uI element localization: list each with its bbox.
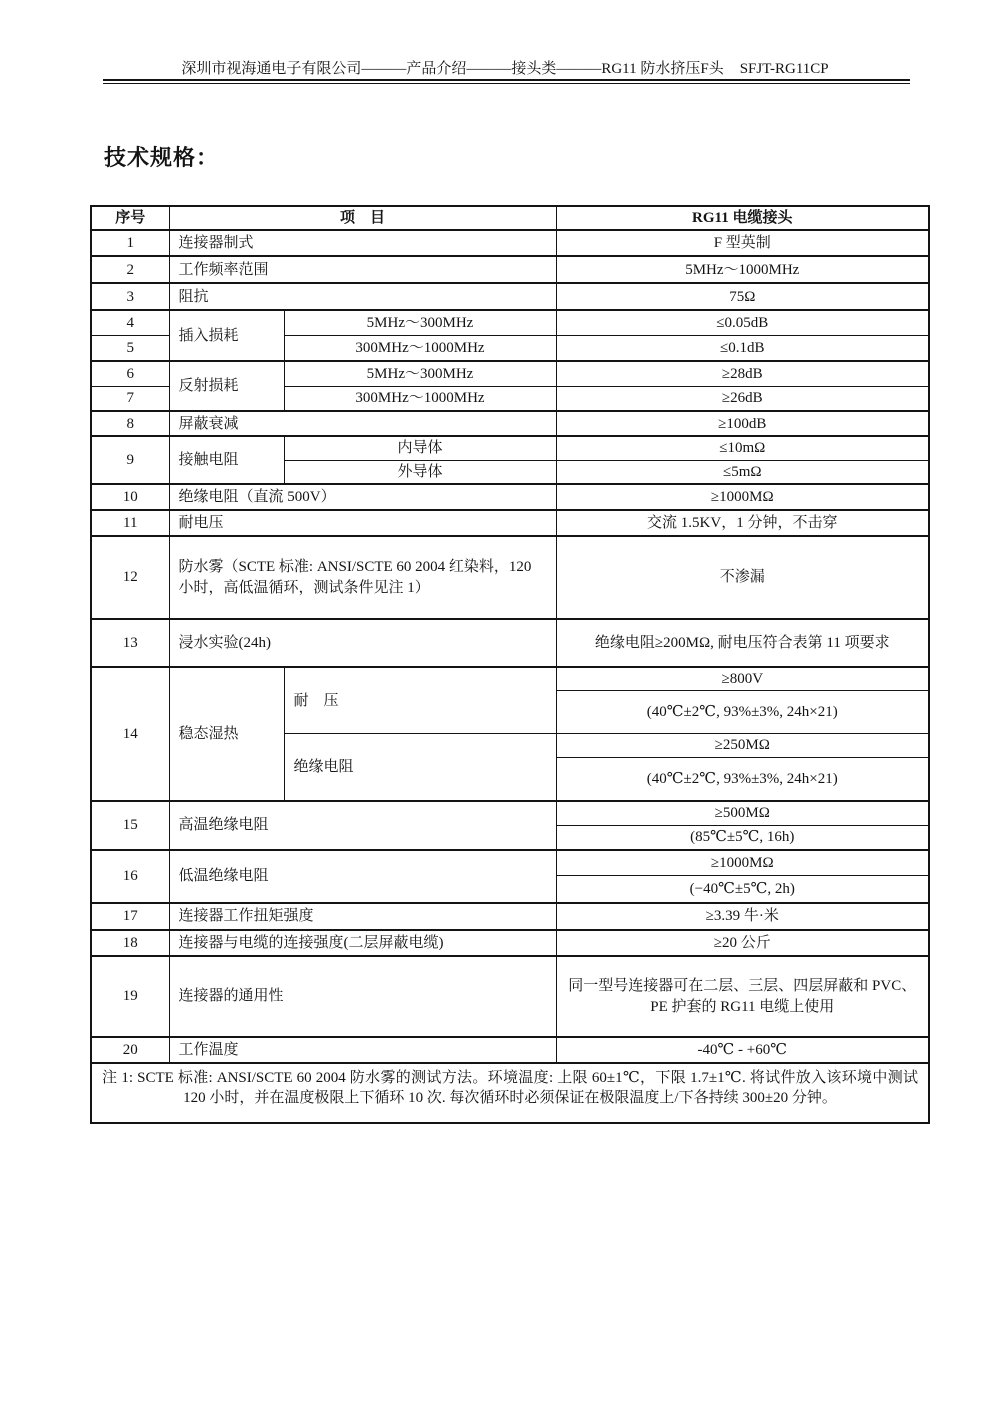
cell-sub-14-withstand-voltage: 耐 压 [284,667,556,734]
table-row [91,484,929,510]
cell-value-20: -40℃ - +60℃ [556,1037,929,1063]
cell-no-19: 19 [91,956,169,1037]
table-row [91,667,929,691]
spec-table [90,205,930,1124]
table-row [91,256,929,283]
cell-value-6: ≥28dB [556,361,929,386]
cell-item-12: 防水雾（SCTE 标准: ANSI/SCTE 60 2004 红染料，120 小时，高低温循环，测试条件见注 1） [169,536,556,619]
cell-sub-4: 5MHz～300MHz [284,310,556,335]
cell-no-14: 14 [91,667,169,801]
cell-sub-7: 300MHz～1000MHz [284,386,556,411]
cell-no-16: 16 [91,850,169,903]
table-row [91,536,929,619]
cell-item-15: 高温绝缘电阻 [169,801,556,850]
cell-item-1: 连接器制式 [169,230,556,256]
cell-no-18: 18 [91,930,169,956]
cell-sub-14-insulation-resistance: 绝缘电阻 [284,734,556,801]
cell-item-13: 浸水实验(24h) [169,619,556,667]
cell-value-18: ≥20 公斤 [556,930,929,956]
cell-value-8: ≥100dB [556,411,929,436]
cell-no-9: 9 [91,436,169,484]
table-row [91,801,929,825]
cell-value-5: ≤0.1dB [556,335,929,361]
cell-value-11: 交流 1.5KV，1 分钟，不击穿 [556,510,929,536]
table-row [91,1037,929,1063]
cell-no-10: 10 [91,484,169,510]
table-row [91,850,929,875]
cell-no-5: 5 [91,335,169,361]
col-header-item: 项 目 [169,206,556,230]
cell-no-12: 12 [91,536,169,619]
cell-item-17: 连接器工作扭矩强度 [169,903,556,930]
cell-no-3: 3 [91,283,169,310]
cell-sub-9-outer: 外导体 [284,460,556,484]
cell-no-4: 4 [91,310,169,335]
table-header-row [91,206,929,230]
cell-group-insertion-loss: 插入损耗 [169,310,284,361]
cell-item-11: 耐电压 [169,510,556,536]
note-1: 注 1: SCTE 标准: ANSI/SCTE 60 2004 防水雾的测试方法。环境温度: 上限 60±1℃，下限 1.7±1℃. 将试件放入该环境中测试 120 小时，并在温度极限上下循环 10 次. 每次循环时必须保证在极限温度上/下各持续 300±20 分钟。 [91,1063,929,1123]
cell-group-return-loss: 反射损耗 [169,361,284,411]
col-header-no: 序号 [91,206,169,230]
cell-item-2: 工作频率范围 [169,256,556,283]
cell-value-17: ≥3.39 牛·米 [556,903,929,930]
cell-item-3: 阻抗 [169,283,556,310]
table-row [91,510,929,536]
document-header-text: 深圳市视海通电子有限公司———产品介绍———接头类———RG11 防水挤压F头 [181,61,724,77]
header-rule [103,79,910,84]
table-row [91,411,929,436]
cell-value-12: 不渗漏 [556,536,929,619]
cell-group-damp-heat: 稳态湿热 [169,667,284,801]
document-header [97,57,913,78]
cell-value-14-insulation: ≥250MΩ [556,734,929,757]
cell-value-9-outer: ≤5mΩ [556,460,929,484]
cell-no-8: 8 [91,411,169,436]
table-note-row [91,1063,929,1123]
document-header-model: SFJT-RG11CP [739,61,829,77]
table-row [91,956,929,1037]
cell-value-13: 绝缘电阻≥200MΩ, 耐电压符合表第 11 项要求 [556,619,929,667]
cell-no-13: 13 [91,619,169,667]
page-title: 技术规格： [104,145,220,170]
cell-no-20: 20 [91,1037,169,1063]
cell-sub-9-inner: 内导体 [284,436,556,460]
cell-value-14-withstand-condition: (40℃±2℃, 93%±3%, 24h×21) [556,691,929,734]
cell-value-16: ≥1000MΩ [556,850,929,875]
table-row [91,361,929,386]
cell-value-14-insulation-condition: (40℃±2℃, 93%±3%, 24h×21) [556,757,929,801]
cell-value-4: ≤0.05dB [556,310,929,335]
cell-value-16-condition: (−40℃±5℃, 2h) [556,875,929,903]
cell-item-8: 屏蔽衰减 [169,411,556,436]
table-row [91,283,929,310]
cell-no-11: 11 [91,510,169,536]
table-row [91,436,929,460]
cell-value-1: F 型英制 [556,230,929,256]
cell-group-contact-resistance: 接触电阻 [169,436,284,484]
cell-item-16: 低温绝缘电阻 [169,850,556,903]
cell-value-2: 5MHz～1000MHz [556,256,929,283]
cell-item-19: 连接器的通用性 [169,956,556,1037]
cell-item-18: 连接器与电缆的连接强度(二层屏蔽电缆) [169,930,556,956]
cell-value-14-withstand: ≥800V [556,667,929,691]
cell-no-7: 7 [91,386,169,411]
table-row [91,230,929,256]
cell-item-10: 绝缘电阻（直流 500V） [169,484,556,510]
cell-sub-6: 5MHz～300MHz [284,361,556,386]
table-row [91,903,929,930]
cell-item-20: 工作温度 [169,1037,556,1063]
cell-no-17: 17 [91,903,169,930]
table-row [91,310,929,335]
cell-value-9-inner: ≤10mΩ [556,436,929,460]
cell-no-1: 1 [91,230,169,256]
cell-value-15: ≥500MΩ [556,801,929,825]
cell-value-10: ≥1000MΩ [556,484,929,510]
table-row [91,619,929,667]
cell-no-6: 6 [91,361,169,386]
cell-value-3: 75Ω [556,283,929,310]
cell-value-19: 同一型号连接器可在二层、三层、四层屏蔽和 PVC、PE 护套的 RG11 电缆上使用 [556,956,929,1037]
cell-no-15: 15 [91,801,169,850]
col-header-value: RG11 电缆接头 [556,206,929,230]
cell-value-7: ≥26dB [556,386,929,411]
cell-value-15-condition: (85℃±5℃, 16h) [556,825,929,850]
cell-no-2: 2 [91,256,169,283]
cell-sub-5: 300MHz～1000MHz [284,335,556,361]
table-row [91,930,929,956]
